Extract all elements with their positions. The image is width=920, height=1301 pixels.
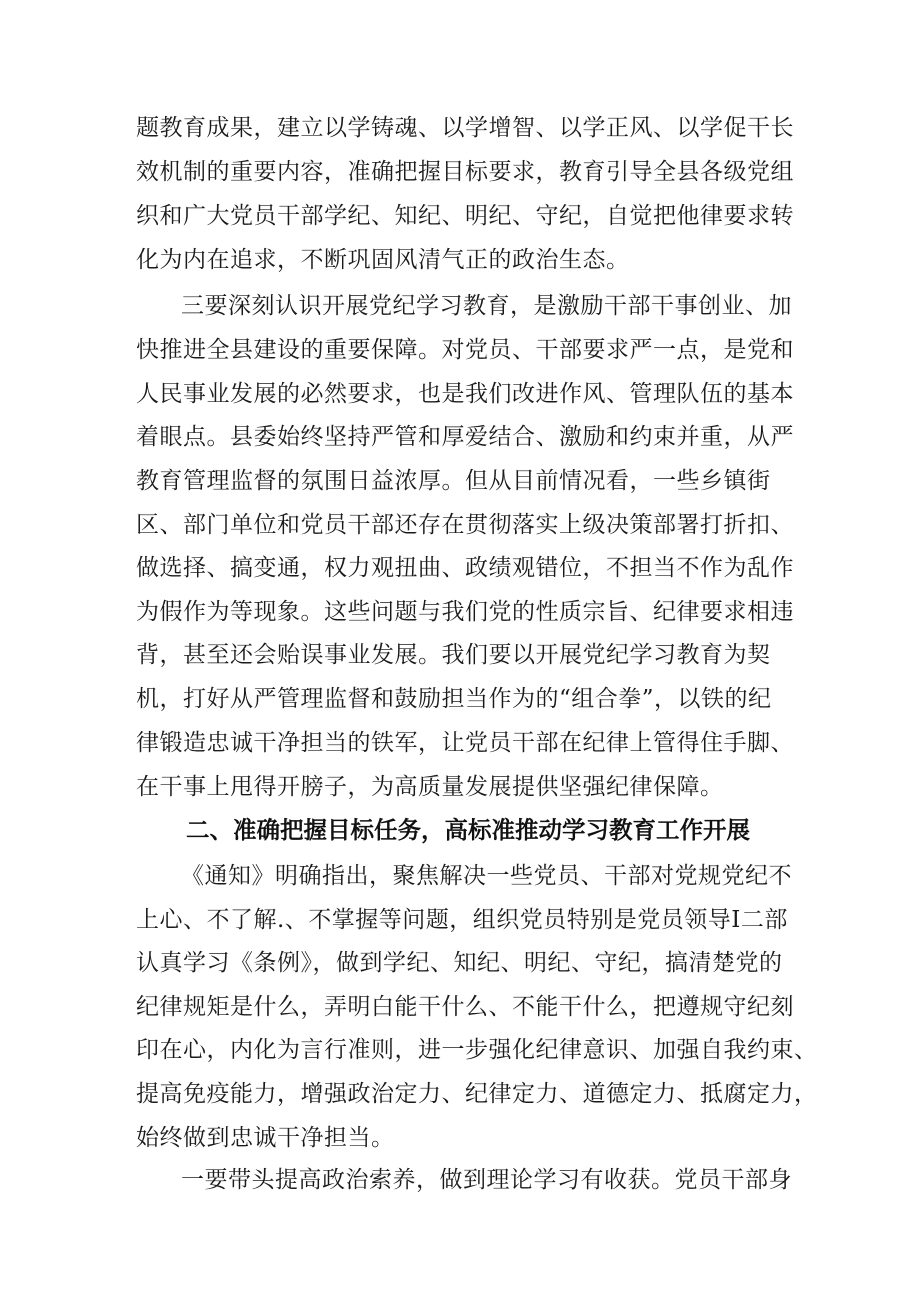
paragraph-first-line: 三要深刻认识开展党纪学习教育，是激励干部干事创业、加	[181, 293, 792, 319]
body-text-line: 始终做到忠诚干净担当。	[136, 1125, 395, 1151]
body-text-line: 化为内在追求，不断巩固风清气正的政治生态。	[136, 247, 630, 273]
body-text-line: 背，甚至还会贻误事业发展。我们要以开展党纪学习教育为契	[136, 642, 771, 668]
body-text-line: 着眼点。县委始终坚持严管和厚爱结合、激励和约束并重，从严	[136, 424, 794, 450]
body-text-line: 做选择、搞变通，权力观扭曲、政绩观错位，不担当不作为乱作	[136, 555, 794, 581]
body-text-line: 提高免疫能力，增强政治定力、纪律定力、道德定力、抵腐定力，	[136, 1081, 818, 1107]
body-text-line: 认真学习《条例》，做到学纪、知纪、明纪、守纪，搞清楚党的	[136, 950, 783, 976]
section-heading: 二、准确把握目标任务，高标准推动学习教育工作开展	[186, 816, 750, 844]
body-text-line: 在干事上甩得开膀子，为高质量发展提供坚强纪律保障。	[136, 774, 724, 800]
body-text-line: 机，打好从严管理监督和鼓励担当作为的“组合拳”，以铁的纪	[136, 686, 772, 712]
body-text-line: 为假作为等现象。这些问题与我们党的性质宗旨、纪律要求相违	[136, 599, 794, 625]
paragraph-first-line: 《通知》明确指出，聚焦解决一些党员、干部对党规党纪不	[181, 863, 792, 889]
body-text-line: 快推进全县建设的重要保障。对党员、干部要求严一点，是党和	[136, 337, 794, 363]
body-text-line: 人民事业发展的必然要求，也是我们改进作风、管理队伍的基本	[136, 381, 794, 407]
paragraph-first-line: 一要带头提高政治索养，做到理论学习有收获。党员干部身	[181, 1167, 792, 1193]
body-text-line: 效机制的重要内容，准确把握目标要求，教育引导全县各级党组	[136, 159, 794, 185]
body-text-line: 织和广大党员干部学纪、知纪、明纪、守纪，自觉把他律要求转	[136, 203, 794, 229]
body-text-line: 题教育成果，建立以学铸魂、以学增智、以学正风、以学促干长	[136, 115, 794, 141]
body-text-line: 印在心，内化为言行准则，进一步强化纪律意识、加强自我约束、	[136, 1037, 818, 1063]
body-text-line: 区、部门单位和党员干部还存在贯彻落实上级决策部署打折扣、	[136, 512, 794, 538]
body-text-line: 纪律规矩是什么，弄明白能干什么、不能干什么，把遵规守纪刻	[136, 994, 794, 1020]
body-text-line: 上心、不了解.、不掌握等问题，组织党员特别是党员领导I二部	[136, 907, 788, 933]
body-text-line: 教育管理监督的氛围日益浓厚。但从目前情况看，一些乡镇街	[136, 468, 771, 494]
body-text-line: 律锻造忠诚干净担当的铁军，让党员干部在纪律上管得住手脚、	[136, 730, 794, 756]
